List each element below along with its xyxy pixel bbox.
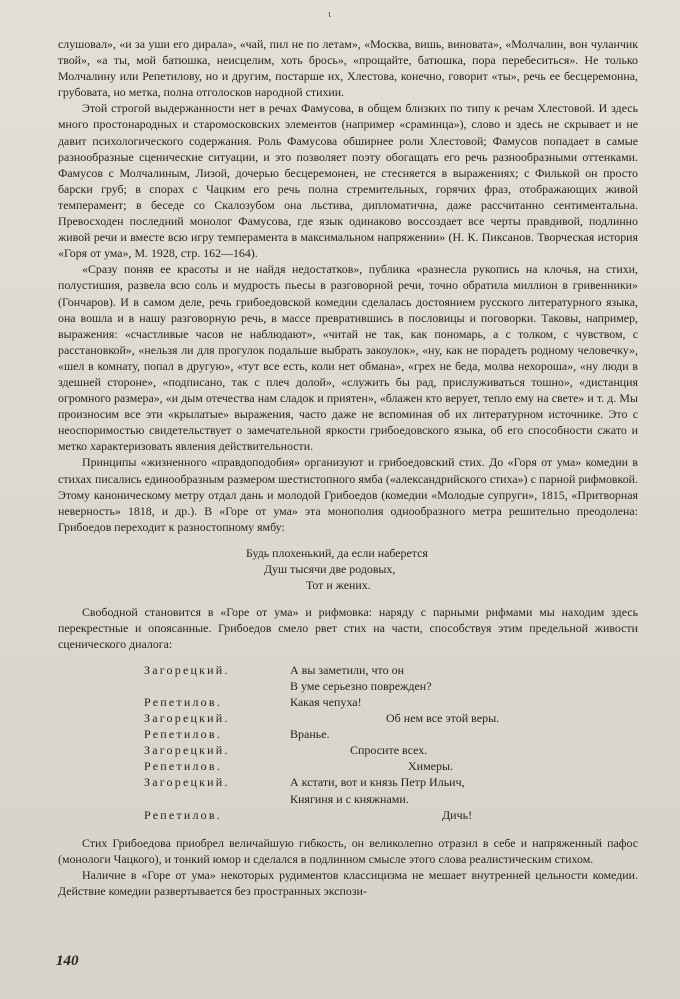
dialogue-row xyxy=(144,710,638,726)
paragraph: Стих Грибоедова приобрел величайшую гибкость, он великолепно отразил в себе и напряженный пафос (монологи Чацкого), и тонкий юмор и сделался в подлинном смысле этого слова реалистическим стихом. xyxy=(58,835,638,866)
dialogue-line: Княгиня и с княжнами. xyxy=(290,791,409,806)
verse-quote xyxy=(246,545,638,594)
paragraph: Этой строгой выдержанности нет в речах Фамусова, в общем близких по типу к речам Хлестовой. И здесь много простонародных и старомосковских элементов (например «сраминца»), слово и здесь не скрывает и не давит психологического содержания. Роль Фамусова обширнее роли Хлестовой; Фамусов попадает в самые разнообразные сценические ситуации, и это позволяет поэту обогащать его речь разнообразными оттенками. Фамусов с Молчалиным, Лизой, дочерью бесцеремонен, не стесняется в выражениях; с Филькой он просто барски груб; в спорах с Чацким его речь полна стремительных, горячих фраз, отображающих живой темперамент; в беседе со Скалозубом она льстива, дипломатична, даже рассчитанно сентиментальна. Превосходен последний монолог Фамусова, где язык одинаково воссоздает все черты правдивой, подлинно живой речи и вместе всю игру темперамента в максимальном напряжении» (Н. К. Пиксанов. Творческая история «Горя от ума», М. 1928, стр. 162—164). xyxy=(58,101,638,261)
dialogue-excerpt xyxy=(144,662,638,823)
page-number: 140 xyxy=(56,953,79,969)
dialogue-line: А кстати, вот и князь Петр Ильич, xyxy=(290,775,465,790)
paragraph: слушовал», «и за уши его дирала», «чай, пил не по летам», «Москва, вишь, виновата», «Молчалин, вон чуланчик твой», «а ты, мой батюшка, неисцелим, хоть брось», «прощайте, батюшка, пора перебеситься». Не только Молчалину или Репетилову, но и другим, постарше их, Хлестова, конечно, говорит «ты», речь ее бесцеремонна, грубовата, но метка, полна отголосков народной стихии. xyxy=(58,37,638,100)
dialogue-line: Дичь! xyxy=(442,807,473,822)
verse-line: Будь плохенький, да если наберется xyxy=(246,545,428,560)
dialogue-row xyxy=(144,678,638,694)
dialogue-row xyxy=(144,726,638,742)
bottom-paragraphs xyxy=(58,835,638,899)
dialogue-line: Химеры. xyxy=(408,759,454,774)
dialogue-row xyxy=(144,694,638,710)
dialogue-line: В уме серьезно поврежден? xyxy=(290,678,432,693)
dialogue-row xyxy=(144,791,638,807)
paragraph: «Сразу поняв ее красоты и не найдя недостатков», публика «разнесла рукопись на клочья, на стихи, полустишия, развела всю соль и мудрость пьесы в разговорной речи, точно обратила миллион в гривенники» (Гончаров). И в самом деле, речь грибоедовской комедии сделалась достоянием русского литературного языка, она вошла и в нашу разговорную речь, в массе превратившись в пословицы и поговорки. Таковы, например, выражения: «счастливые часов не наблюдают», «читай не так, как пономарь, а с толком, с чувством, с расстановкой», «нельзя ли для прогулок подальше выбрать закоулок», «ну, как не порадеть родному человечку», «шел в комнату, попал в другую», «тут все есть, коли нет обмана», «грех не беда, молва нехороша», «ну люди в здешней стороне», «подписано, так с плеч долой», «служить бы рад, прислуживаться тошно», «дистанция огромного размера», «и дым отечества нам сладок и приятен», «блажен кто верует, тепло ему на свете» и т. д. Мы произносим все эти «крылатые» выражения, часто даже не вспоминая об их литературном источнике. Это с неоспоримостью свидетельствует о замечательной яркости грибоедовского языка, об его способности сжато и метко характеризовать явления действительности. xyxy=(58,262,638,454)
dialogue-line: Вранье. xyxy=(290,727,330,742)
paragraph: Наличие в «Горе от ума» некоторых рудиментов классицизма не мешает внутренней цельности комедии. Действие комедии развертывается без пространных экспози- xyxy=(58,867,638,899)
dialogue-row xyxy=(144,742,638,758)
dialogue-line: Какая чепуха! xyxy=(290,694,362,709)
dialogue-row xyxy=(144,807,638,823)
verse-line: Душ тысячи две родовых, xyxy=(264,562,396,577)
paragraph: Принципы «жизненного «правдоподобия» организуют и грибоедовский стих. До «Горя от ума» комедии в стихах писались единообразным размером шестистопного ямба («александрийского стиха») с парной рифмовкой. Этому каноническому метру отдал дань и молодой Грибоедов (комедии «Молодые супруги», 1815, «Притворная неверность» 1818, и др.). В «Горе от ума» эта монополия однообразного метра решительно преодолена: Грибоедов переходит к разностопному ямбу: xyxy=(58,455,638,534)
speaker-name: Репетилов. xyxy=(144,807,222,822)
dialogue-line: А вы заметили, что он xyxy=(290,662,404,677)
dialogue-row xyxy=(144,774,638,790)
text-body xyxy=(58,36,638,899)
speaker-name: Загорецкий. xyxy=(144,662,230,677)
speaker-name: Загорецкий. xyxy=(144,711,230,726)
dialogue-line: Спросите всех. xyxy=(350,743,428,758)
paragraph: Свободной становится в «Горе от ума» и рифмовка: наряду с парными рифмами мы находим здесь перекрестные и опоясанные. Грибоедов смело рвет стих на части, способствуя этим предельной живости сценического диалога: xyxy=(58,604,638,651)
speaker-name: Репетилов. xyxy=(144,759,222,774)
dialogue-line: Об нем все этой веры. xyxy=(386,711,500,726)
verse-line: Тот и жених. xyxy=(306,578,371,593)
top-paragraphs xyxy=(58,36,638,535)
speaker-name: Загорецкий. xyxy=(144,743,230,758)
dialogue-row xyxy=(144,662,638,678)
top-mark: ι xyxy=(328,8,331,20)
dialogue-row xyxy=(144,758,638,774)
speaker-name: Репетилов. xyxy=(144,727,222,742)
speaker-name: Загорецкий. xyxy=(144,775,230,790)
speaker-name: Репетилов. xyxy=(144,694,222,709)
